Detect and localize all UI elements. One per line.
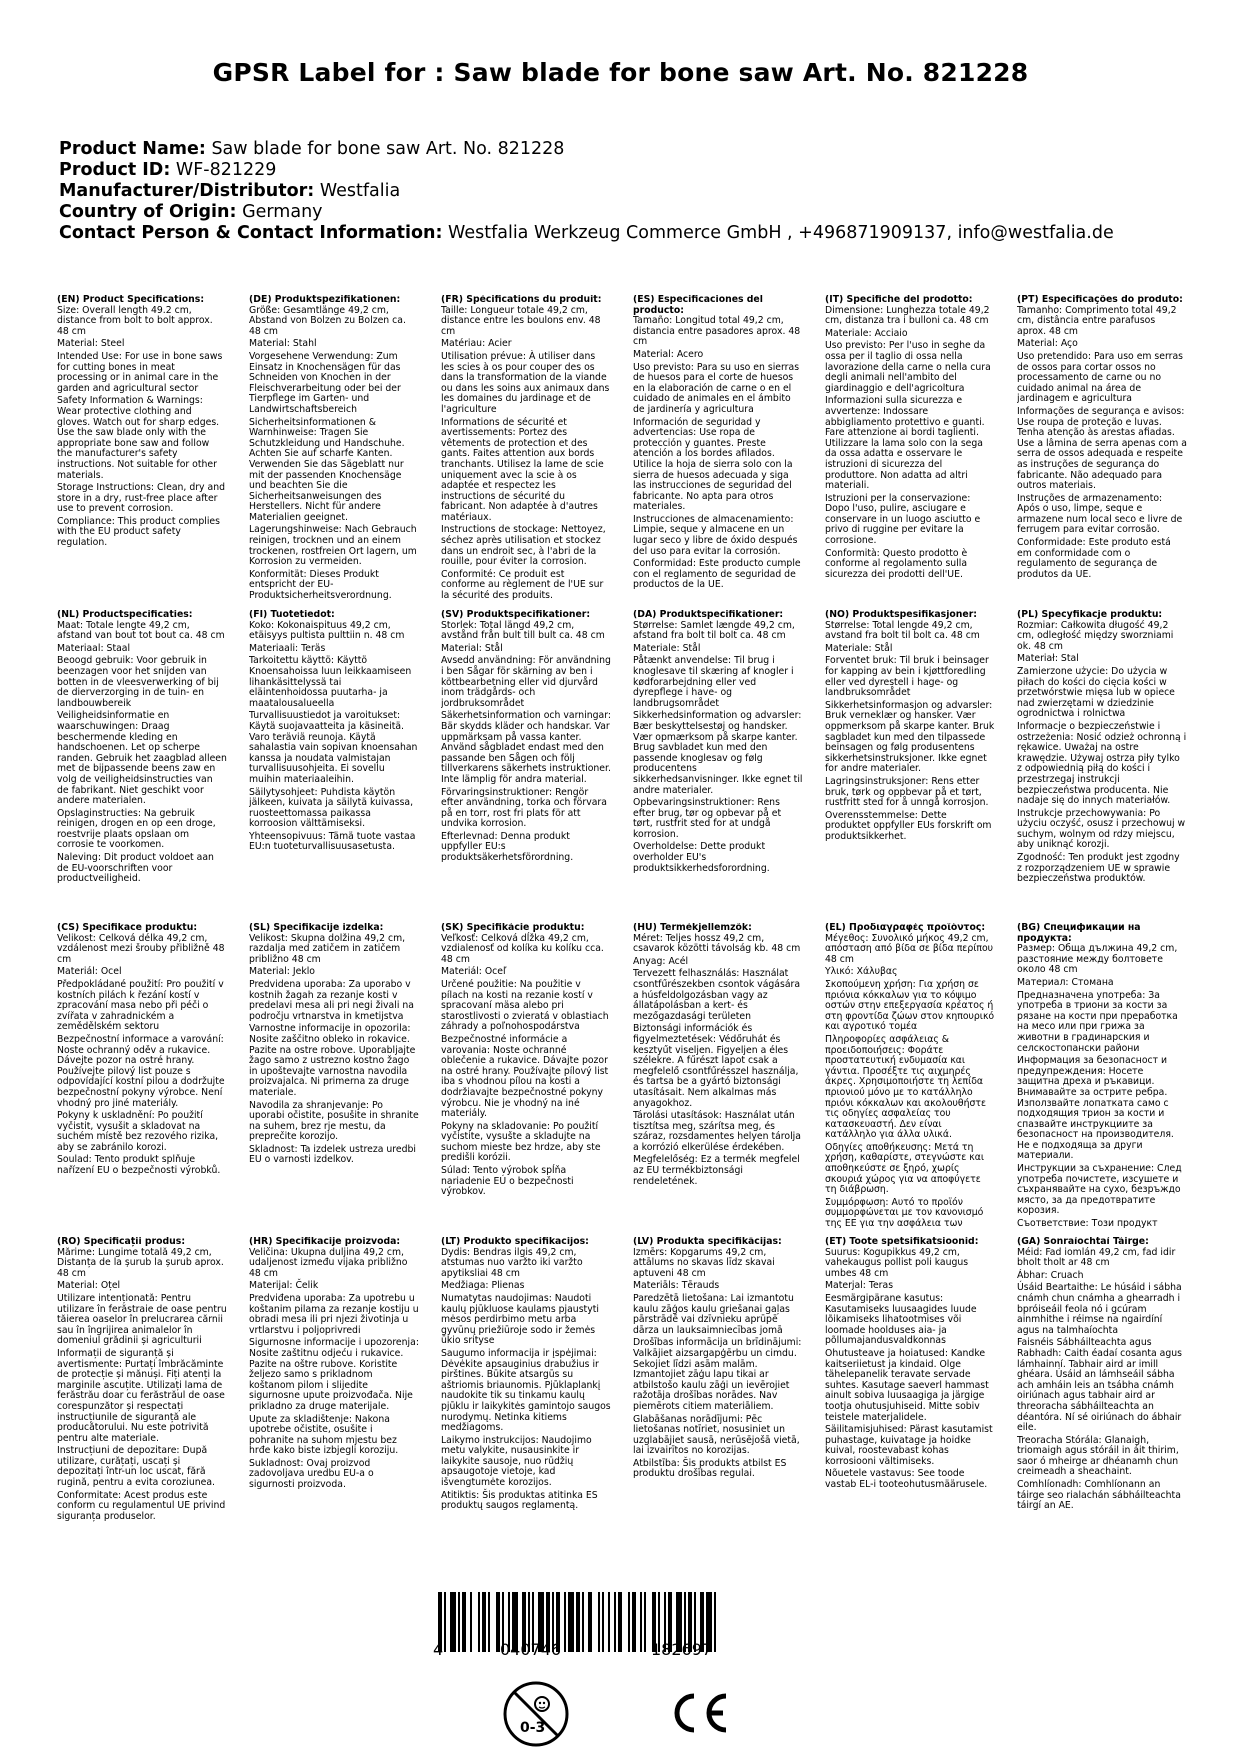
info-country: Country of Origin: Germany (59, 202, 323, 222)
spec-paragraph: Izmērs: Kopgarums 49,2 cm, attālums no skavas līdz skavai aptuveni 48 cm (633, 1246, 775, 1279)
page-title: GPSR Label for : Saw blade for bone saw Art. No. 821228 (212, 58, 1029, 87)
spec-block (1017, 1237, 1187, 1542)
spec-block-header: (GA) Sonraíochtaí Táirge: (1017, 1237, 1149, 1247)
spec-paragraph: Méid: Fad iomlán 49,2 cm, fad idir bholt tholt ar 48 cm (1017, 1246, 1176, 1269)
spec-paragraph: Material: Aço (1017, 338, 1078, 350)
spec-paragraph: Tamanho: Comprimento total 49,2 cm, distância entre parafusos aprox. 48 cm (1017, 304, 1177, 337)
spec-paragraph: Biztonsági információk és figyelmeztetések: Védőruhát és kesztyűt viseljen. Figyeljen a éles szélekre. A fűrészt lapot csak a megfelelő csontfűrésszel használja, és tartsa be a gyártó biztonsági utasításait. Nem alkalmas más anyagokhoz. (633, 1023, 799, 1109)
spec-block-header: (FR) Spécifications du produit: (441, 295, 602, 305)
spec-paragraph: Informații de siguranță și avertismente: Purtați îmbrăcăminte de protecție și mănuși. Fiți atenți la marginile ascuțite. Utilizați lama de ferăstrău doar cu ferăstrăul de oase corespunzător și respectați instrucțiunile de siguranță ale producătorului. Nu este potrivită pentru alte materiale. (57, 1347, 225, 1444)
spec-paragraph: Suurus: Kogupikkus 49,2 cm, vahekaugus pollist poli kaugus umbes 48 cm (825, 1246, 969, 1279)
spec-paragraph: Instrucțiuni de depozitare: După utilizare, curățați, uscați și depozitați într-un loc uscat, fără rugină, pentru a evita coroziunea. (57, 1445, 216, 1489)
spec-paragraph: Pokyny na skladovanie: Po použití vyčistite, vysušte a skladujte na suchom mieste bez hrdze, aby ste predišli korózii. (441, 1120, 601, 1164)
spec-paragraph: Súlad: Tento výrobok spĺňa nariadenie EÚ o bezpečnosti výrobkov. (441, 1165, 574, 1198)
spec-paragraph: Treoracha Stórála: Glanaigh, triomaigh agus stóráil in áit thirim, saor ó mheirge ar dhéanamh chun creimeadh a sheachaint. (1017, 1434, 1179, 1478)
spec-paragraph: Sigurnosne informacije i upozorenja: Nosite zaštitnu odjeću i rukavice. Pazite na oštre rubove. Koristite željezo samo s prikladnom koštanom pilom i slijedite sigurnosne upute proizvođača. Nije prikladno za druge materijale. (249, 1337, 419, 1412)
spec-paragraph: Σκοπούμενη χρήση: Για χρήση σε πριόνια κόκκαλων για το κόψιμο οστών στην επεξεργασία κρέατος ή στη φροντίδα ζώων στον κηπουρικό και αγροτικό τομέα (825, 978, 995, 1033)
spec-paragraph: Tárolási utasítások: Használat után tisztítsa meg, szárítsa meg, és száraz, rozsdamentes helyen tárolja a korrózió elkerülése érdekében. (633, 1110, 801, 1153)
spec-block-header: (PL) Specyfikacje produktu: (1017, 610, 1163, 620)
spec-block (441, 610, 611, 915)
spec-block-header: (NO) Produktspesifikasjoner: (825, 610, 978, 620)
spec-block (249, 610, 419, 915)
spec-paragraph: Materiał: Stal (1017, 653, 1079, 665)
spec-paragraph: Lagringsinstruksjoner: Rens etter bruk, tørk og oppbevar på et tørt, rustfritt sted for å unngå korrosjon. (825, 775, 989, 809)
spec-paragraph: Medžiaga: Plienas (441, 1280, 525, 1292)
spec-paragraph: Materiál: Ocel (57, 966, 122, 978)
info-product-name: Product Name: Saw blade for bone saw Art. No. 821228 (59, 139, 565, 159)
spec-block (57, 923, 227, 1228)
spec-block-header: (ET) Toote spetsifikatsioonid: (825, 1237, 979, 1247)
spec-block-header: (CS) Specifikace produktu: (57, 923, 198, 933)
spec-paragraph: Konformität: Dieses Produkt entspricht der EU-Produktsicherheitsverordnung. (249, 568, 392, 600)
spec-paragraph: Materiaal: Staal (57, 642, 131, 654)
spec-paragraph: Overensstemmelse: Dette produktet oppfyller EUs forskrift om produktsikkerhet. (825, 809, 992, 842)
spec-paragraph: Ábhar: Cruach (1017, 1269, 1084, 1281)
spec-paragraph: Πληροφορίες ασφάλειας & προειδοποιήσεις: Φοράτε προστατευτική ενδυμασία και γάντια. Προσέξτε τις αιχμηρές άκρες. Χρησιμοποιήστε τη λεπίδα πριονιού μόνο με το κατάλληλο πριόνι κόκκαλων και ακολουθήστε τις οδηγίες ασφαλείας του κατασκευαστή. Δεν είναι κατάλληλο για άλλα υλικά. (825, 1033, 986, 1141)
spec-paragraph: Opbevaringsinstruktioner: Rens efter brug, tør og opbevar på et tørt, rustfrit sted for at undgå korrosion. (633, 797, 782, 840)
spec-paragraph: Conformitate: Acest produs este conform cu regulamentul UE privind siguranța produselor. (57, 1489, 226, 1522)
spec-paragraph: Safety Information & Warnings: Wear protective clothing and gloves. Watch out for sharp edges. Use the saw blade only with the appropriate bone saw and follow the manufacturer's safety instructions. Not suitable for other materials. (57, 395, 220, 481)
spec-paragraph: Saugumo informacija ir įspėjimai: Dėvėkite apsauginius drabužius ir pirštines. Būkite atsargūs su aštriomis briaunomis. Pjūklaplankį naudokite tik su tinkamu kaulų pjūklu ir laikykitės gamintojo saugos nurodymų. Netinka kitiems medžiagoms. (441, 1347, 611, 1434)
spec-paragraph: Materiál: Oceľ (441, 966, 507, 978)
spec-paragraph: Materiaali: Teräs (249, 642, 326, 654)
spec-paragraph: Maat: Totale lengte 49,2 cm, afstand van bout tot bout ca. 48 cm (57, 619, 225, 642)
spec-paragraph: Sikkerhedsinformation og advarsler: Bær beskyttelsestøj og handsker. Vær opmærksom på skarpe kanter. Brug savbladet kun med den passende knoglesav og følg producentens sikkerhedsanvisninger. Ikke egnet til andre materialer. (633, 710, 803, 796)
spec-paragraph: Instrucciones de almacenamiento: Limpie, seque y almacene en un lugar seco y libre de óxido después del uso para evitar la corrosión. (633, 513, 798, 557)
spec-block-header: (LT) Produkto specifikacijos: (441, 1237, 589, 1247)
spec-paragraph: Soulad: Tento produkt splňuje nařízení EU o bezpečnosti výrobků. (57, 1154, 221, 1177)
spec-block (249, 1237, 419, 1542)
spec-block-header: (EL) Προδιαγραφές προϊόντος: (825, 923, 986, 933)
spec-paragraph: Uso previsto: Para su uso en sierras de huesos para el corte de huesos en la elaboración de carne o en el cuidado de animales en el ámbito de jardinería y agricultura (633, 361, 800, 415)
info-product-id: Product ID: WF-821229 (59, 160, 277, 180)
spec-paragraph: Avsedd användning: För användning i ben Sågar för skärning av ben i köttbearbetning eller vid djurvård inom trädgårds- och jordbruksområdet (441, 655, 611, 709)
spec-paragraph: Matériau: Acier (441, 338, 512, 350)
spec-paragraph: Pokyny k uskladnění: Po použití vyčistit, vysušit a skladovat na suchém místě bez rezového rizika, aby se zabránilo korozi. (57, 1110, 219, 1153)
spec-paragraph: Información de seguridad y advertencias: Use ropa de protección y guantes. Preste atención a los bordes afilados. Utilice la hoja de sierra solo con la sierra de huesos adecuada y siga las instrucciones de seguridad del fabricante. No apta para otros materiales. (633, 416, 793, 513)
spec-paragraph: Materiāls: Tērauds (633, 1280, 720, 1292)
spec-block (441, 923, 611, 1228)
spec-block (633, 923, 803, 1228)
spec-block (57, 610, 227, 915)
spec-paragraph: Méret: Teljes hossz 49,2 cm, csavarok közötti távolság kb. 48 cm (633, 932, 801, 955)
ce-mark-icon (666, 1690, 730, 1736)
spec-paragraph: Material: Stahl (249, 338, 317, 350)
spec-paragraph: Материал: Стомана (1017, 976, 1114, 988)
spec-paragraph: Anyag: Acél (633, 955, 689, 967)
spec-paragraph: Turvallisuustiedot ja varoitukset: Käytä suojavaatteita ja käsineitä. Varo teräviä reunoja. Käytä sahalastia vain sopivan knoensahan kanssa ja noudata valmistajan turvallisuusohjeita. Ei sovellu muihin materiaaleihin. (249, 710, 418, 785)
info-contact: Contact Person & Contact Information: Westfalia Werkzeug Commerce GmbH , +496871909137, info@westfalia.de (59, 223, 1114, 243)
spec-paragraph: Säilitamisjuhised: Pärast kasutamist puhastage, kuivatage ja hoidke kuival, roostevabast kohas korrosiooni vältimiseks. (825, 1424, 993, 1467)
barcode-left-digits: 040746 (500, 1640, 562, 1659)
spec-paragraph: Påtænkt anvendelse: Til brug i knoglesave til skæring af knogler i kødforarbejdning eller ved dyrepflege i have- og landbrugsområdet (633, 655, 794, 709)
age-warning-icon (502, 1680, 570, 1748)
spec-paragraph: Säilytysohjeet: Puhdista käytön jälkeen, kuivata ja säilytä kuivassa, ruosteettomassa paikassa korroosion välttämiseksi. (249, 786, 414, 830)
spec-paragraph: Předpokládané použití: Pro použití v kostních pilách k řezání kostí v zpracování masa nebo při péči o zvířata v zahradnickém a zemědělském sektoru (57, 978, 224, 1033)
spec-block (57, 295, 227, 600)
spec-block (249, 295, 419, 600)
spec-paragraph: Συμμόρφωση: Αυτό το προϊόν συμμορφώνεται με τον κανονισμό της ΕΕ για την ασφάλεια των (825, 1196, 984, 1228)
spec-block (57, 1237, 227, 1542)
spec-paragraph: Overholdelse: Dette produkt overholder EU's produktsikkerhedsforordning. (633, 841, 770, 874)
spec-block-header: (EN) Product Specifications: (57, 295, 205, 305)
spec-paragraph: Mărime: Lungime totală 49,2 cm, Distanța de la șurub la șurub aprox. 48 cm (57, 1246, 224, 1279)
spec-paragraph: Informations de sécurité et avertissements: Portez des vêtements de protection et des gants. Faites attention aux bords tranchants. Utilisez la lame de scie uniquement avec la scie à os adaptée et respectez les instructions de sécurité du fabricant. Non adaptée à d'autres matériaux. (441, 416, 604, 523)
spec-paragraph: Sikkerhetsinformasjon og advarsler: Bruk verneklær og hansker. Vær oppmerksom på skarpe kanter. Bruk sagbladet kun med den tilpassede beinsagen og følg produsentens sikkerhetsinstruksjoner. Ikke egnet for andre materialer. (825, 699, 995, 775)
spec-paragraph: Tervezett felhasználás: Használat csontfűrészekben csontok vágására a húsfeldolgozásban vagy az állatápolásban a kert- és mezőgazdasági területen (633, 968, 801, 1022)
spec-paragraph: Numatytas naudojimas: Naudoti kaulų pjūkluose kaulams pjaustyti mėsos perdirbimo metu arba gyvūnų priežiūroje sodo ir žemės ūkio srityse (441, 1292, 599, 1347)
spec-paragraph: Atbilstība: Šis produkts atbilst ES produktu drošības regulai. (633, 1457, 787, 1480)
spec-paragraph: Informacje o bezpieczeństwie i ostrzeżenia: Nosić odzież ochronną i rękawice. Uważaj na ostre krawędzie. Używaj ostrza piły tylko z odpowiednią piłą do kości i przestrzegaj instrukcji bezpieczeństwa producenta. Nie nadaje się do innych materiałów. (1017, 720, 1187, 807)
spec-paragraph: Υλικό: Χάλυβας (825, 966, 898, 978)
spec-paragraph: Utilizare intenționată: Pentru utilizare în ferăstraie de oase pentru tăierea oaselor în prelucrarea cărnii sau în îngrijirea animalelor în domeniul grădinii și agriculturii (57, 1292, 227, 1347)
spec-paragraph: Utilisation prévue: À utiliser dans les scies à os pour couper des os dans la transformation de la viande ou dans les soins aux animaux dans les domaines du jardinage et de l'agriculture (441, 350, 610, 415)
spec-paragraph: Zgodność: Ten produkt jest zgodny z rozporządzeniem UE w sprawie bezpieczeństwa produktów. (1017, 852, 1180, 885)
barcode (438, 1592, 798, 1652)
spec-paragraph: Bezpečnostné informácie a varovania: Noste ochranné oblečenie a rukavice. Dávajte pozor na ostré hrany. Používajte pílový list iba s vhodnou pílou na kosti a dodržiavajte bezpečnostné pokyny výrobcu. Nie je vhodný na iné materiály. (441, 1033, 609, 1120)
spec-block-header: (RO) Specificații produs: (57, 1237, 186, 1247)
spec-paragraph: Material: Stål (441, 642, 503, 654)
spec-block-header: (ES) Especificaciones del producto: (633, 295, 763, 316)
spec-paragraph: Sukladnost: Ovaj proizvod zadovoljava uredbu EU-a o sigurnosti proizvoda. (249, 1457, 374, 1491)
spec-paragraph: Atitiktis: Šis produktas atitinka ES produktų saugos reglamentą. (441, 1489, 598, 1512)
spec-paragraph: Lagerungshinweise: Nach Gebrauch reinigen, trocknen und an einem trockenen, rostfreien Ort lagern, um Korrosion zu vermeiden. (249, 524, 417, 568)
spec-paragraph: Paredzētā lietošana: Lai izmantotu kaulu zāģos kaulu griešanai gaļas pārstrādē vai dzīvnieku aprūpē dārza un lauksaimniecības jomā (633, 1292, 794, 1336)
spec-paragraph: Förvaringsinstruktioner: Rengör efter användning, torka och förvara på en torr, rost fri plats för att undvika korrosion. (441, 786, 607, 830)
spec-paragraph: Informações de segurança e avisos: Use roupa de proteção e luvas. Tenha atenção às arestas afiadas. Use a lâmina de serra apenas com a serra de ossos adequada e respeite as instruções de segurança do fabricante. Não adequado para outros materiais. (1017, 405, 1187, 492)
spec-paragraph: Varnostne informacije in opozorila: Nosite zaščitno obleko in rokavice. Pazite na ostre robove. Uporabljajte žago samo z ustrezno kostno žago in upoštevajte varnostna navodila proizvajalca. Ni primerna za druge materiale. (249, 1023, 416, 1098)
spec-paragraph: Material: Jeklo (249, 966, 315, 978)
spec-paragraph: Eesmärgipärane kasutus: Kasutamiseks luusaagides luude lõikamiseks lihatootmises või loomade hoolduses aia- ja põllumajandusvaldkonnas (825, 1292, 977, 1347)
spec-paragraph: Faisnéis Sábháilteachta agus Rabhadh: Caith éadaí cosanta agus lámhainní. Tabhair aird ar imill ghéara. Úsáid an lámhseáil sábha ach amháin leis an tsábha cnámh oiriúnach agus tabhair aird ar threoracha sábháilteachta an déantóra. Ní sé oiriúnach do ábhair eile. (1017, 1337, 1183, 1434)
spec-block (633, 610, 803, 915)
spec-paragraph: Μέγεθος: Συνολικό μήκος 49,2 cm, απόσταση από βίδα σε βίδα περίπου 48 cm (825, 932, 994, 965)
spec-paragraph: Instrukcje przechowywania: Po użyciu oczyść, osusz i przechowuj w suchym, wolnym od rdzy miejscu, aby uniknąć korozji. (1017, 807, 1186, 851)
spec-paragraph: Zamierzone użycie: Do użycia w piłach do kości do cięcia kości w przetwórstwie mięsa lub w opiece nad zwierzętami w dziedzinie ogrodnictwa i rolnictwa (1017, 665, 1175, 720)
product-info (59, 139, 1209, 244)
spec-paragraph: Veľkosť: Celková dĺžka 49,2 cm, vzdialenosť od kolíka ku kolíku cca. 48 cm (441, 932, 604, 965)
spec-paragraph: Velikost: Celková délka 49,2 cm, vzdálenost mezi šrouby přibližně 48 cm (57, 932, 225, 965)
spec-block-header: (NL) Productspecificaties: (57, 610, 193, 620)
spec-block-header: (DA) Produktspecifikationer: (633, 610, 784, 620)
spec-paragraph: Säkerhetsinformation och varningar: Bär skydds kläder och handskar. Var uppmärksam på vassa kanter. Använd sågbladet endast med den passande ben Sågen och följ tillverkarens säkerhets instruktioner. Inte lämplig för andra material. (441, 710, 611, 785)
spec-block-header: (SV) Produktspecifikationer: (441, 610, 591, 620)
spec-paragraph: Glabāšanas norādījumi: Pēc lietošanas notīriet, nosusiniet un uzglabājiet sausā, nerūsējošā vietā, lai izvairītos no korozijas. (633, 1413, 800, 1457)
spec-paragraph: Laikymo instrukcijos: Naudojimo metu valykite, nusausinkite ir laikykite sausoje, nuo rūdžių apsaugotoje vietoje, kad išvengtumėte korozijos. (441, 1434, 592, 1489)
spec-paragraph: Størrelse: Samlet længde 49,2 cm, afstand fra bolt til bolt ca. 48 cm (633, 619, 795, 642)
spec-paragraph: Drošības informācija un brīdinājumi: Valkājiet aizsargapģērbu un cimdu. Sekojiet līdzi asām malām. Izmantojiet zāģu lapu tikai ar atbilstošo kaulu zāģi un ievērojiet ražotāja drošības norādes. Nav piemērots citiem materiāliem. (633, 1337, 802, 1412)
spec-block-header: (DE) Produktspezifikationen: (249, 295, 401, 305)
spec-paragraph: Οδηγίες αποθήκευσης: Μετά τη χρήση, καθαρίστε, στεγνώστε και αποθηκεύστε σε ξηρό, χωρίς σκουριά χώρος για να αποφύγετε τη διάβρωση. (825, 1141, 984, 1196)
spec-paragraph: Conformità: Questo prodotto è conforme al regolamento sulla sicurezza dei prodotti dell'UE. (825, 547, 968, 580)
spec-paragraph: Yhteensopivuus: Tämä tuote vastaa EU:n tuoteturvallisuusasetusta. (249, 830, 416, 853)
spec-block (633, 1237, 803, 1542)
spec-paragraph: Skladnost: Ta izdelek ustreza uredbi EU o varnosti izdelkov. (249, 1143, 417, 1166)
spec-paragraph: Vorgesehene Verwendung: Zum Einsatz in Knochensägen für das Schneiden von Knochen in der Fleischverarbeitung oder bei der Tierpflege im Garten- und Landwirtschaftsbereich (249, 350, 401, 415)
spec-paragraph: Materiale: Stål (825, 642, 893, 654)
spec-paragraph: Предназначена употреба: За употреба в триони за кости за рязане на кости при преработка на месо или при грижа за животни в градинарския и селскостопански райони (1017, 989, 1178, 1054)
spec-paragraph: Size: Overall length 49.2 cm, distance from bolt to bolt approx. 48 cm (57, 304, 213, 337)
spec-block (1017, 923, 1187, 1228)
spec-paragraph: Ohutusteave ja hoiatused: Kandke kaitseriietust ja kindaid. Olge tähelepanelik teravate servade suhtes. Kasutage saeverl hammast ainult sobiva luusaagiga ja järgige tootja ohutusjuhiseid. Mitte sobiv teistele materjalidele. (825, 1347, 989, 1423)
spec-paragraph: Koko: Kokonaispituus 49,2 cm, etäisyys pultista pulttiin n. 48 cm (249, 619, 405, 642)
spec-paragraph: Conformidade: Este produto está em conformidade com o regulamento de segurança de produtos da UE. (1017, 537, 1171, 580)
spec-paragraph: Rozmiar: Całkowita długość 49,2 cm, odległość między sworzniami ok. 48 cm (1017, 619, 1174, 652)
spec-paragraph: Uso pretendido: Para uso em serras de ossos para cortar ossos no processamento de carne ou no cuidado animal na área de jardinagem e agricultura (1017, 350, 1184, 405)
spec-paragraph: Material: Acero (633, 348, 704, 360)
spec-paragraph: Tamaño: Longitud total 49,2 cm, distancia entre pasadores aprox. 48 cm (633, 315, 801, 348)
spec-block-header: (HU) Termékjellemzők: (633, 923, 752, 933)
spec-block-header: (IT) Specifiche del prodotto: (825, 295, 973, 305)
spec-paragraph: Materjal: Teras (825, 1280, 894, 1292)
spec-block (1017, 295, 1187, 600)
spec-block (249, 923, 419, 1228)
spec-block (825, 923, 995, 1228)
spec-paragraph: Úsáid Beartaithe: Le húsáid i sábha cnámh chun cnámha a ghearradh i bpróiseáil feola nó i gcúram ainmhithe i réimse na ngairdíní agus na talmhaíochta (1017, 1282, 1182, 1336)
spec-paragraph: Dimensione: Lunghezza totale 49,2 cm, distanza tra i bulloni ca. 48 cm (825, 304, 990, 327)
barcode-right-digits: 182697 (651, 1640, 713, 1659)
spec-block (825, 610, 995, 915)
spec-paragraph: Compliance: This product complies with the EU product safety regulation. (57, 515, 220, 549)
spec-paragraph: Naleving: Dit product voldoet aan de EU-voorschriften voor productveiligheid. (57, 852, 214, 885)
spec-paragraph: Instructions de stockage: Nettoyez, séchez après utilisation et stockez dans un endroit sec, à l'abri de la rouille, pour éviter la corrosion. (441, 524, 606, 568)
spec-paragraph: Istruzioni per la conservazione: Dopo l'uso, pulire, asciugare e conservare in un luogo asciutto e privo di ruggine per evitare la corrosione. (825, 492, 981, 547)
spec-paragraph: Conformité: Ce produit est conforme au règlement de l'UE sur la sécurité des produits. (441, 568, 604, 600)
spec-paragraph: Инструкции за съхранение: След употреба почистете, изсушете и съхранявайте на сухо, безръждо място, за да предотвратите корозия. (1017, 1163, 1182, 1217)
spec-paragraph: Beoogd gebruik: Voor gebruik in beenzagen voor het snijden van botten in de vleesverwerking of bij de dierverzorging in de tuin- en landbouwbereik (57, 655, 219, 709)
spec-paragraph: Material: Steel (57, 338, 125, 350)
info-manufacturer: Manufacturer/Distributor: Westfalia (59, 181, 401, 201)
spec-block (441, 1237, 611, 1542)
barcode-lead-digit: 4 (433, 1640, 444, 1659)
spec-paragraph: Veličina: Ukupna duljina 49,2 cm, udaljenost između vijaka približno 48 cm (249, 1246, 408, 1279)
spec-paragraph: Intended Use: For use in bone saws for cutting bones in meat processing or in animal care in the garden and agricultural sector (57, 350, 223, 394)
spec-paragraph: Nõuetele vastavus: See toode vastab EL-i tooteohutusmäärusele. (825, 1468, 988, 1491)
age-warning-label: 0-3 (520, 1720, 546, 1736)
spec-paragraph: Predvidena uporaba: Za uporabo v kostnih žagah za rezanje kosti v predelavi mesa ali pri negi živali na področju vrtnarstva in kmetijstva (249, 978, 414, 1022)
spec-block-header: (SL) Specifikacije izdelka: (249, 923, 384, 933)
spec-paragraph: Bezpečnostní informace a varování: Noste ochranný oděv a rukavice. Dávejte pozor na ostré hrany. Používejte pilový list pouze s odpovídající kostní pilou a dodržujte bezpečnostní pokyny výrobce. Není vhodný pro jiné materiály. (57, 1033, 225, 1109)
spec-paragraph: Размер: Обща дължина 49,2 cm, разстояние между болтовете около 48 cm (1017, 943, 1178, 976)
spec-block (633, 295, 803, 600)
spec-paragraph: Sicherheitsinformationen & Warnhinweise: Tragen Sie Schutzkleidung und Handschuhe. Achten Sie auf scharfe Kanten. Verwenden Sie das Sägeblatt nur mit der passenden Knochensäge und beachten Sie die Sicherheitsanweisungen des Herstellers. Nicht für andere Materialien geeignet. (249, 416, 405, 523)
spec-paragraph: Materiale: Acciaio (825, 327, 908, 339)
spec-block-header: (FI) Tuotetiedot: (249, 610, 335, 620)
spec-paragraph: Predviđena uporaba: Za upotrebu u koštanim pilama za rezanje kostiju u obradi mesa ili pri njezi životinja u vrtlarstvu i poljoprivredi (249, 1292, 419, 1336)
spec-paragraph: Veiligheidsinformatie en waarschuwingen: Draag beschermende kleding en handschoenen. Let op scherpe randen. Gebruik het zaagblad alleen met de bijpassende beens zaw en volg de veiligheidsinstructies van de fabrikant. Niet geschikt voor andere materialen. (57, 710, 227, 807)
spec-paragraph: Tarkoitettu käyttö: Käyttö Knoensahoissa luun leikkaamiseen lihankäsittelyssä tai eläintenhoidossa puutarha- ja maatalousalueella (249, 655, 412, 709)
spec-paragraph: Navodila za shranjevanje: Po uporabi očistite, posušite in shranite na suhem, brez rje mestu, da preprečite korozijo. (249, 1099, 419, 1143)
spec-paragraph: Conformidad: Este producto cumple con el reglamento de seguridad de productos de la UE. (633, 558, 801, 591)
spec-paragraph: Taille: Longueur totale 49,2 cm, distance entre les boulons env. 48 cm (441, 304, 601, 337)
spec-paragraph: Určené použitie: Na použitie v pílach na kosti na rezanie kostí v spracovaní mäsa alebo pri starostlivosti o zvieratá v oblastiach záhrady a poľnohospodárstva (441, 978, 609, 1033)
spec-paragraph: Информация за безопасност и предупреждения: Носете защитна дреха и ръкавици. Внимавайте за острите ребра. Използвайте лопатката само с подходящия трион за кости и спазвайте инструкциите за безопасност на производителя. Не е подходяща за други материали. (1017, 1055, 1174, 1162)
spec-paragraph: Comhlíonadh: Comhlíonann an táirge seo rialachán sábháilteachta táirgí an AE. (1017, 1479, 1181, 1512)
spec-paragraph: Velikost: Skupna dolžina 49,2 cm, razdalja med zatičem in zatičem približno 48 cm (249, 932, 406, 965)
spec-paragraph: Megfelelőség: Ez a termék megfelel az EU termékbiztonsági rendeletének. (633, 1154, 800, 1187)
spec-block (1017, 610, 1187, 915)
spec-paragraph: Efterlevnad: Denna produkt uppfyller EU:s produktsäkerhetsförordning. (441, 830, 574, 864)
spec-block (825, 1237, 995, 1542)
spec-block-header: (HR) Specifikacije proizvoda: (249, 1237, 401, 1247)
spec-paragraph: Materijal: Čelik (249, 1280, 319, 1292)
spec-paragraph: Størrelse: Total lengde 49,2 cm, avstand fra bolt til bolt ca. 48 cm (825, 619, 980, 642)
spec-paragraph: Material: Oțel (57, 1280, 121, 1292)
spec-paragraph: Съответствие: Този продукт (1017, 1218, 1158, 1228)
spec-paragraph: Materiale: Stål (633, 642, 701, 654)
spec-block (825, 295, 995, 600)
spec-block-header: (PT) Especificações do produto: (1017, 295, 1183, 305)
spec-block-header: (LV) Produkta specifikācijas: (633, 1237, 782, 1247)
spec-block-header: (SK) Špecifikácie produktu: (441, 923, 585, 933)
spec-paragraph: Storlek: Total längd 49,2 cm, avstånd från bult till bult ca. 48 cm (441, 619, 605, 642)
spec-block (441, 295, 611, 600)
spec-paragraph: Instruções de armazenamento: Após o uso, limpe, seque e armazene num local seco e livre de ferrugem para evitar corrosão. (1017, 492, 1183, 536)
spec-paragraph: Größe: Gesamtlänge 49,2 cm, Abstand von Bolzen zu Bolzen ca. 48 cm (249, 304, 406, 337)
spec-paragraph: Dydis: Bendras ilgis 49,2 cm, atstumas nuo varžto iki varžto apytiksliai 48 cm (441, 1246, 583, 1279)
spec-paragraph: Uso previsto: Per l'uso in seghe da ossa per il taglio di ossa nella lavorazione della carne o nella cura degli animali nell'ambito del giardinaggio e dell'agricoltura (825, 340, 991, 394)
spec-paragraph: Opslaginstructies: Na gebruik reinigen, drogen en op een droge, roestvrije plaats opslaan om corrosie te voorkomen. (57, 807, 216, 851)
spec-paragraph: Informazioni sulla sicurezza e avvertenze: Indossare abbigliamento protettivo e guanti. Fare attenzione ai bordi taglienti. Utilizzare la lama solo con la sega da ossa adatta e osservare le istruzioni di sicurezza del produttore. Non adatta ad altri materiali. (825, 395, 985, 492)
spec-paragraph: Storage Instructions: Clean, dry and store in a dry, rust-free place after use to prevent corrosion. (57, 482, 225, 515)
spec-block-header: (BG) Спецификации на продукта: (1017, 923, 1141, 944)
spec-paragraph: Forventet bruk: Til bruk i beinsager for kapping av bein i kjøttforedling eller ved dyrestell i hage- og landbruksområdet (825, 655, 989, 699)
spec-paragraph: Upute za skladištenje: Nakona upotrebe očistite, osušite i pohranite na suhom mjestu bez hrđe kako biste izbjegli koroziju. (249, 1413, 399, 1457)
